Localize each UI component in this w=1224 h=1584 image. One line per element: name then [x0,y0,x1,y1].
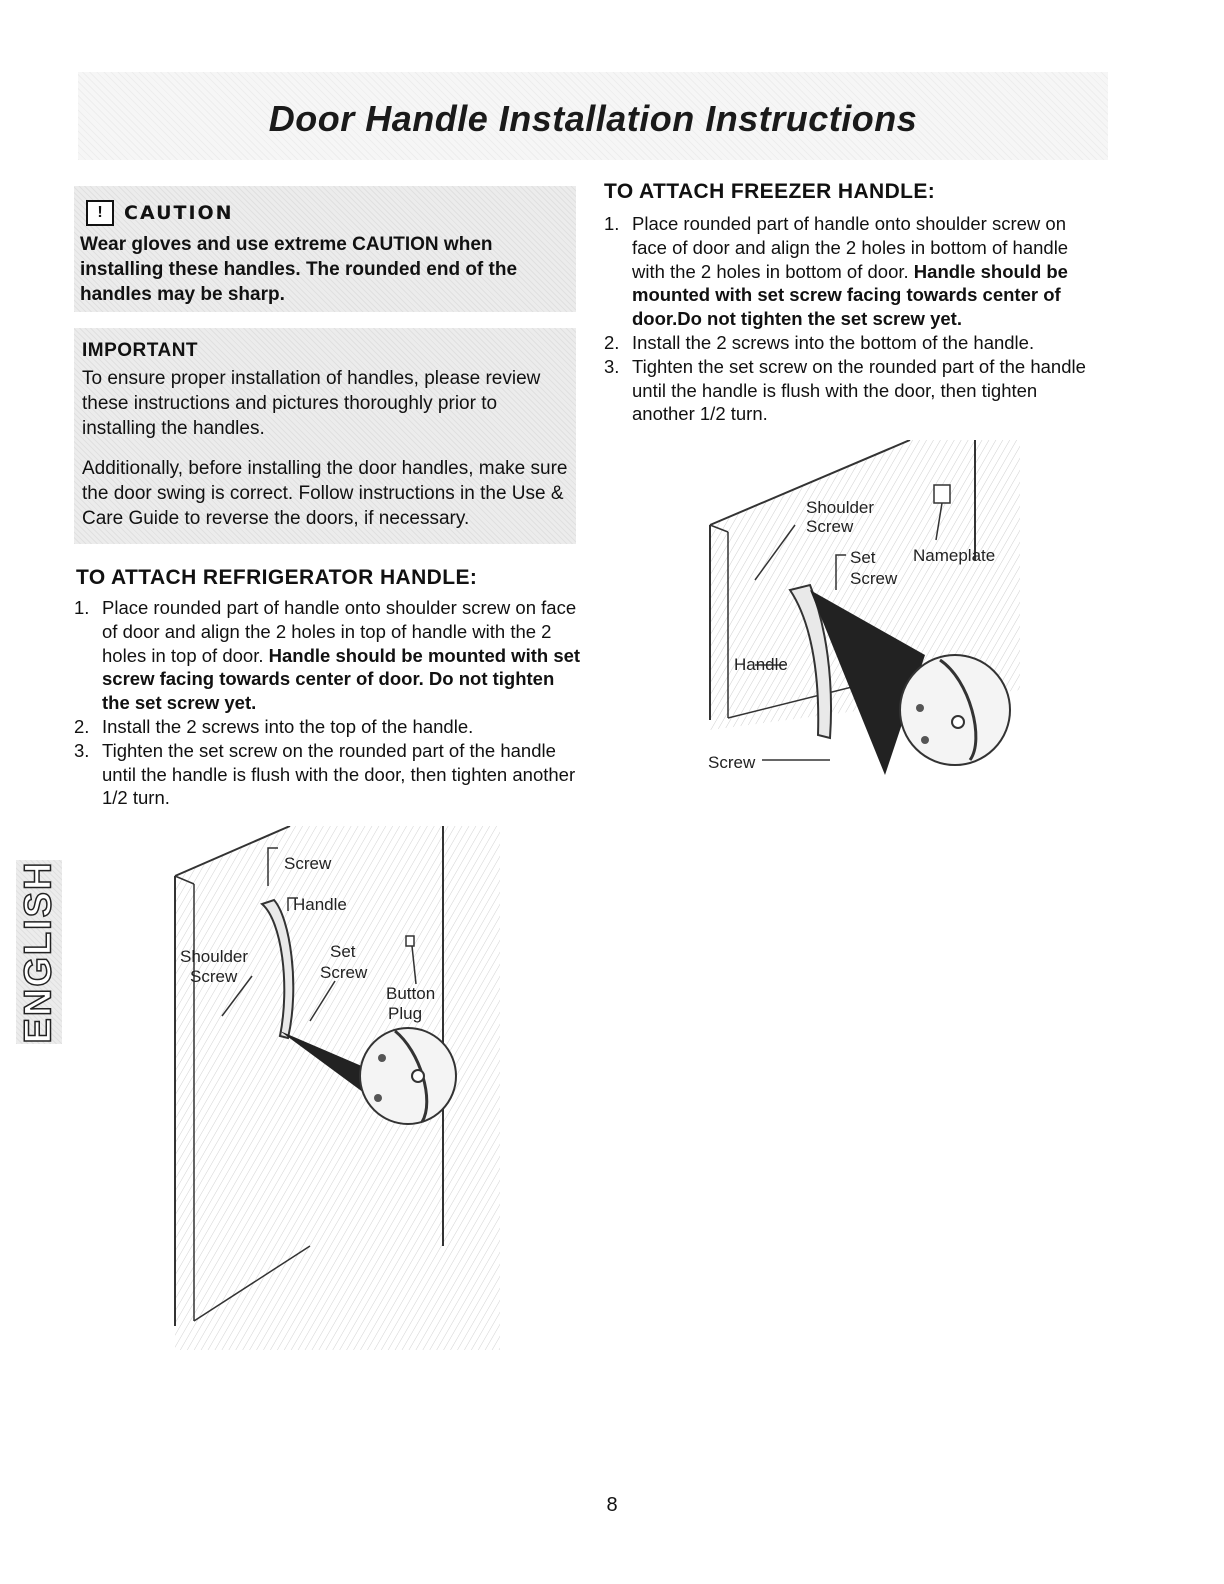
warning-triangle-icon: ! [86,200,114,226]
refrigerator-handle-diagram [150,826,500,1350]
step-text: Place rounded part of handle onto shoulder screw on face of door and align the 2 holes in top of handle with the 2 holes in top of door. [102,597,577,666]
label-set: Set [330,942,356,961]
refrigerator-diagram-svg [150,826,500,1350]
caution-title: CAUTION [124,202,234,224]
screw-icon [374,1094,382,1102]
important-paragraph: To ensure proper installation of handles, please review these instructions and pictures thoroughly prior to installing the handles. [82,368,541,439]
caution-text: Wear gloves and use extreme CAUTION when installing these handles. The rounded end of the handles may be sharp. [80,234,518,305]
step-number: 1. [604,213,620,234]
step-number: 2. [74,715,90,737]
freezer-handle-diagram [670,440,1020,780]
step-item [74,715,584,739]
label-handle: Handle [293,895,347,914]
label-shoulder: Shoulder [180,947,249,966]
title-band [78,72,1108,160]
label-screw: Screw [708,753,756,772]
freezer-diagram-svg [670,440,1020,780]
label-nameplate: Nameplate [913,546,996,565]
refrigerator-steps [74,596,584,810]
label-shoulder: Shoulder [806,498,875,517]
button-plug-icon [406,936,414,946]
step-number: 1. [74,597,90,618]
step-text: Install the 2 screws into the bottom of the handle. [632,331,1035,353]
label-shoulder-screw: Screw [190,967,238,986]
important-title: IMPORTANT [82,340,199,361]
set-screw-icon [952,716,964,728]
language-tab [16,860,62,1044]
detail-circle [900,655,1010,765]
important-box [74,328,576,544]
caution-header [86,200,234,226]
label-set: Set [850,548,876,567]
step-item [74,739,584,810]
step-emphasis: Handle should be mounted with set screw facing towards center of door. Do not tighten the set screw yet. [102,644,581,714]
page-title: Door Handle Installation Instructions [268,98,918,139]
step-item [604,212,1098,331]
screw-icon [378,1054,386,1062]
step-number: 2. [604,331,620,353]
important-paragraph: Additionally, before installing the door handles, make sure the door swing is correct. Follow instructions in the Use & Care Guide to reverse the doors, if necessary. [82,458,568,529]
step-emphasis: Handle should be mounted with set screw facing towards center of door.Do not tighten the set screw yet. [632,260,1068,330]
caution-box [74,186,576,312]
set-screw-icon [412,1070,424,1082]
freezer-steps [604,212,1098,426]
step-text: Tighten the set screw on the rounded part of the handle until the handle is flush with the door, then tighten another 1/2 turn. [632,355,1086,425]
label-plug: Plug [388,1004,423,1023]
screw-icon [916,704,924,712]
step-item [604,355,1098,426]
step-number: 3. [604,355,620,377]
detail-circle [360,1028,456,1124]
page-number: 8 [606,1494,618,1516]
label-shoulder-screw: Screw [806,517,854,536]
label-set-screw: Screw [320,963,368,982]
label-button: Button [386,984,436,1003]
step-item [604,331,1098,355]
refrigerator-section-title: TO ATTACH REFRIGERATOR HANDLE: [76,566,478,589]
step-text: Place rounded part of handle onto shoulder screw on face of door and align the 2 holes in bottom of handle with the 2 holes in bottom of door. [632,213,1069,282]
nameplate-icon [934,485,950,503]
language-tab-label: ENGLISH [17,860,60,1044]
label-set-screw: Screw [850,569,898,588]
step-text: Tighten the set screw on the rounded part of the handle until the handle is flush with the door, then tighten another 1/2 turn. [102,739,576,809]
label-handle: Handle [734,655,788,674]
freezer-section-title: TO ATTACH FREEZER HANDLE: [604,180,936,203]
label-screw: Screw [284,854,332,873]
screw-icon [921,736,929,744]
step-item [74,596,584,715]
step-text: Install the 2 screws into the top of the handle. [102,715,474,737]
step-number: 3. [74,739,90,761]
